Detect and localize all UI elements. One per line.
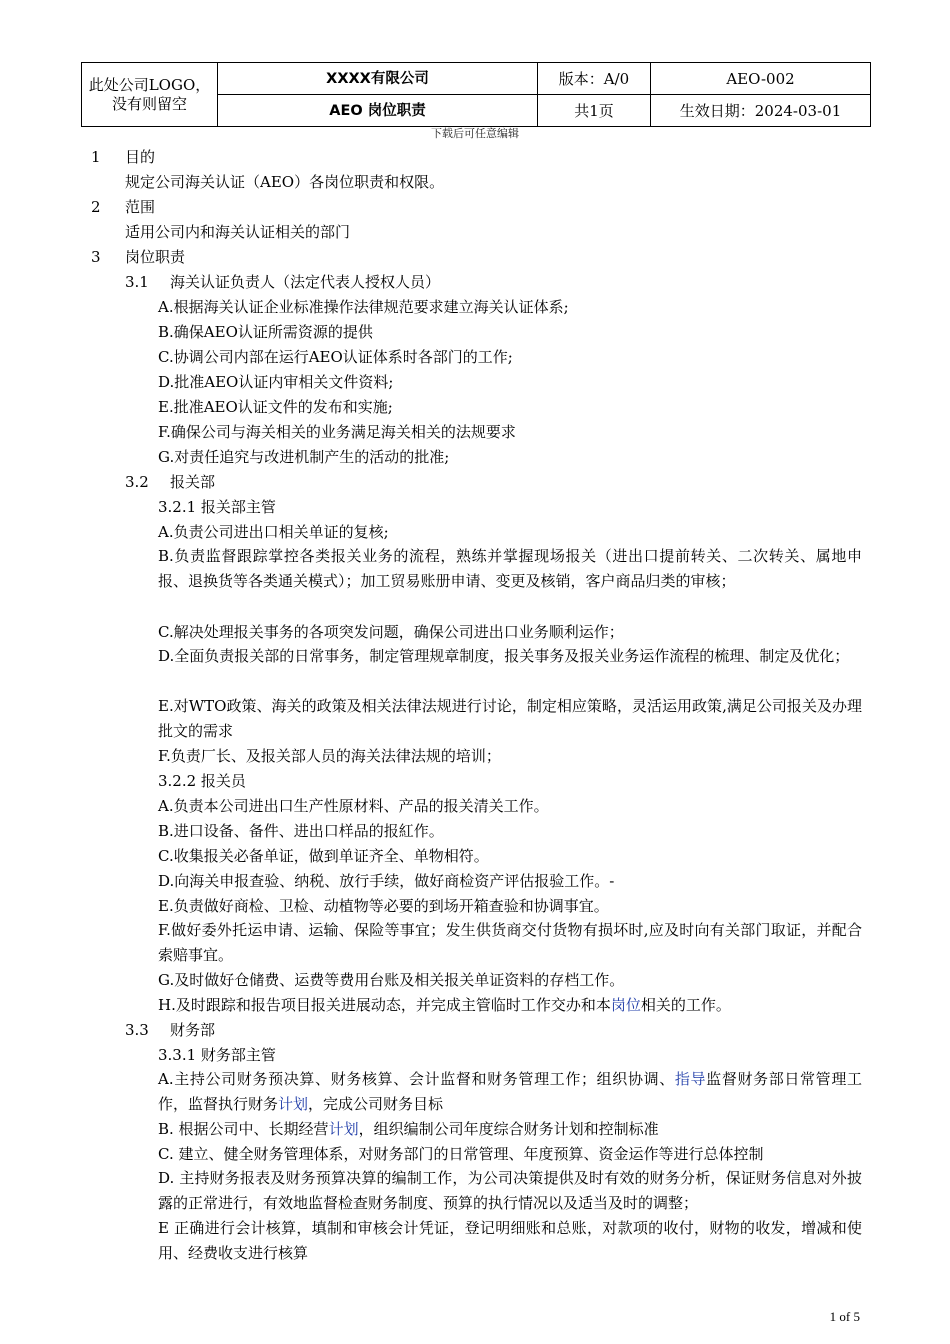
list-item: A.根据海关认证企业标准操作法律规范要求建立海关认证体系;	[158, 298, 569, 316]
list-item: D.批准AEO认证内审相关文件资料;	[158, 373, 394, 391]
section-3-2-number: 3.2	[125, 473, 149, 491]
list-item: D.全面负责报关部的日常事务，制定管理规章制度，报关事务及报关业务运作流程的梳理、制定及优化；	[158, 647, 850, 665]
list-item: E.负责做好商检、卫检、动植物等必要的到场开箱查验和协调事宜。	[158, 897, 609, 915]
section-3-number: 3	[91, 248, 101, 266]
version-cell: 版本：A/0	[538, 63, 651, 95]
list-item: E.对WTO政策、海关的政策及相关法律法规进行讨论，制定相应策略，灵活运用政策,满足公司报关及办理批文的需求	[158, 697, 862, 740]
list-item: D. 主持财务报表及财务预算决算的编制工作，为公司决策提供及时有效的财务分析，保证财务信息对外披露的正常进行，有效地监督检查财务制度、预算的执行情况以及适当及时的调整；	[158, 1169, 862, 1212]
logo-line-1: 此处公司LOGO，	[88, 75, 211, 94]
plan-link[interactable]: 计划	[328, 1120, 359, 1138]
item-a-text-1: A.主持公司财务预决算、财务核算、会计监督和财务管理工作；组织协调、	[158, 1070, 675, 1088]
document-title: AEO 岗位职责	[218, 95, 538, 127]
post-link[interactable]: 岗位	[610, 996, 641, 1014]
item-b-text-1: B. 根据公司中、长期经营	[158, 1120, 329, 1138]
list-item: F.做好委外托运申请、运输、保险等事宜；发生供货商交付货物有损坏时,应及时向有关部门取证，并配合索赔事宜。	[158, 921, 862, 964]
subsection-3-3-1-title: 3.3.1 财务部主管	[158, 1046, 276, 1064]
section-2-title: 范围	[125, 198, 156, 216]
section-3-2-title: 报关部	[170, 473, 216, 491]
subsection-3-2-1-title: 3.2.1 报关部主管	[158, 498, 276, 516]
logo-line-2: 没有则留空	[111, 94, 187, 113]
list-item: C.解决处理报关事务的各项突发问题，确保公司进出口业务顺利运作；	[158, 623, 624, 641]
section-3-3-title: 财务部	[170, 1021, 216, 1039]
section-3-1-number: 3.1	[125, 273, 149, 291]
section-2-number: 2	[91, 198, 101, 216]
document-header-table	[81, 62, 871, 127]
section-2-text: 适用公司内和海关认证相关的部门	[125, 223, 351, 241]
section-3-title: 岗位职责	[125, 248, 186, 266]
section-3-1-title: 海关认证负责人（法定代表人授权人员）	[170, 273, 441, 291]
doc-number-cell: AEO-002	[651, 63, 871, 95]
guidance-link[interactable]: 指导	[674, 1070, 707, 1088]
list-item: B.确保AEO认证所需资源的提供	[158, 323, 373, 341]
list-item: B.进口设备、备件、进出口样品的报紅作。	[158, 822, 444, 840]
list-item: C.收集报关必备单证，做到单证齐全、单物相符。	[158, 847, 489, 865]
list-item: G.及时做好仓储费、运费等费用台账及相关报关单证资料的存档工作。	[158, 971, 625, 989]
list-item	[158, 1119, 659, 1139]
item-h-text-2: 相关的工作。	[640, 996, 731, 1014]
logo-placeholder	[82, 63, 218, 127]
list-item: F.负责厂长、及报关部人员的海关法律法规的培训；	[158, 747, 501, 765]
effective-date-cell: 生效日期：2024-03-01	[651, 95, 871, 127]
list-item: E 正确进行会计核算，填制和审核会计凭证，登记明细账和总账，对款项的收付，财物的收发，增减和使用、经费收支进行核算	[158, 1219, 862, 1262]
list-item	[158, 995, 731, 1015]
section-3-3-number: 3.3	[125, 1021, 149, 1039]
page-footer: 1 of 5	[829, 1309, 860, 1324]
section-1-text: 规定公司海关认证（AEO）各岗位职责和权限。	[125, 173, 445, 191]
company-name: XXXX有限公司	[218, 63, 538, 95]
item-a-text-2: 监督财务部日常管理工作，监督执行财务	[158, 1070, 862, 1113]
item-b-text-2: ，组织编制公司年度综合财务计划和控制标准	[358, 1120, 659, 1138]
section-1-title: 目的	[125, 148, 156, 166]
list-item: E.批准AEO认证文件的发布和实施;	[158, 398, 393, 416]
plan-link[interactable]: 计划	[278, 1095, 309, 1113]
list-item: A.负责公司进出口相关单证的复核;	[158, 523, 389, 541]
list-item: D.向海关申报查验、纳税、放行手续，做好商检资产评估报验工作。-	[158, 872, 615, 890]
item-a-text-3: ，完成公司财务目标	[308, 1095, 444, 1113]
list-item: F.确保公司与海关相关的业务满足海关相关的法规要求	[158, 423, 516, 441]
section-1-number: 1	[91, 148, 101, 166]
list-item: B.负责监督跟踪掌控各类报关业务的流程，熟练并掌握现场报关（进出口提前转关、二次转关、属地申报、退换货等各类通关模式）；加工贸易账册申请、变更及核销，客户商品归类的审核；	[158, 547, 862, 590]
page-count-cell: 共1页	[538, 95, 651, 127]
edit-note: 下载后可任意编辑	[431, 127, 519, 140]
item-h-text-1: H.及时跟踪和报告项目报关进展动态，并完成主管临时工作交办和本	[158, 996, 611, 1014]
subsection-3-2-2-title: 3.2.2 报关员	[158, 772, 246, 790]
list-item: A.负责本公司进出口生产性原材料、产品的报关清关工作。	[158, 797, 549, 815]
list-item	[158, 1067, 862, 1117]
list-item: C. 建立、健全财务管理体系，对财务部门的日常管理、年度预算、资金运作等进行总体控制	[158, 1145, 764, 1163]
list-item: C.协调公司内部在运行AEO认证体系时各部门的工作;	[158, 348, 513, 366]
list-item: G.对责任追究与改进机制产生的活动的批准;	[158, 448, 450, 466]
